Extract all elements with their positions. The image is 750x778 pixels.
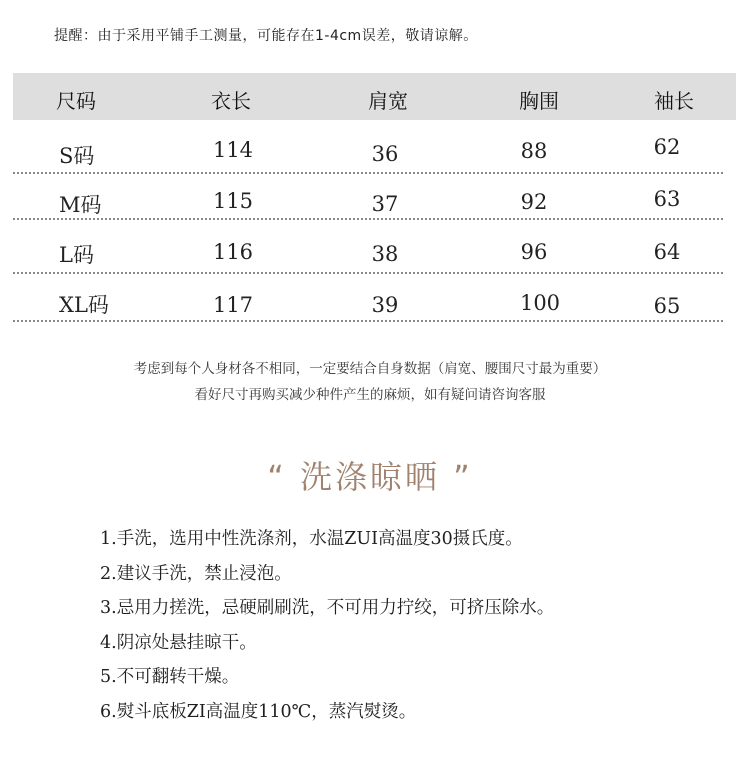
header-chest: 胸围: [519, 89, 559, 113]
size-advice-line-1: 考虑到每个人身材各不相同，一定要结合自身数据（肩宽、腰围尺寸最为重要）: [133, 361, 607, 377]
list-item: 2.建议手洗，禁止浸泡。: [100, 563, 292, 584]
size-table-header: [13, 73, 736, 120]
size-advice-line-2: 看好尺寸再购买减少种件产生的麻烦，如有疑问请咨询客服: [194, 387, 546, 403]
table-row: [13, 273, 736, 323]
header-shoulder: 肩宽: [368, 89, 408, 113]
list-item: 4.阴凉处悬挂晾干。: [100, 632, 257, 653]
row-size: M码: [59, 193, 102, 217]
list-item: 6.熨斗底板ZI高温度110℃，蒸汽熨烫。: [100, 701, 417, 722]
row-sleeve: 62: [653, 135, 681, 159]
row-shoulder: 38: [371, 242, 399, 266]
header-length: 衣长: [211, 89, 251, 113]
row-divider: [13, 320, 723, 322]
row-length: 116: [212, 240, 254, 264]
row-size: L码: [59, 243, 94, 267]
care-section-title: “ 洗涤晾晒 ”: [267, 458, 473, 496]
row-size: XL码: [59, 293, 109, 317]
row-sleeve: 64: [653, 240, 681, 264]
care-instructions: [100, 522, 554, 729]
row-length: 115: [212, 189, 254, 213]
header-size: 尺码: [56, 89, 96, 113]
row-shoulder: 37: [371, 192, 399, 216]
table-row: [13, 120, 736, 170]
row-length: 114: [212, 138, 254, 162]
row-chest: 88: [520, 139, 548, 163]
header-sleeve: 袖长: [654, 89, 694, 113]
row-chest: 100: [519, 291, 561, 315]
row-chest: 96: [520, 240, 548, 264]
list-item: 3.忌用力搓洗，忌硬刷刷洗，不可用力拧绞，可挤压除水。: [100, 598, 555, 618]
row-shoulder: 39: [371, 293, 399, 317]
row-length: 117: [212, 293, 254, 317]
table-row: [13, 173, 736, 223]
list-item: 1.手洗，选用中性洗涤剂，水温ZUI高温度30摄氏度。: [100, 529, 523, 549]
row-shoulder: 36: [371, 142, 399, 166]
measurement-note: 提醒：由于采用平铺手工测量，可能存在1-4cm误差，敬请谅解。: [54, 28, 478, 44]
row-chest: 92: [520, 190, 548, 214]
table-row: [13, 219, 736, 269]
row-size: S码: [59, 144, 95, 168]
row-sleeve: 63: [653, 187, 681, 211]
list-item: 5.不可翻转干燥。: [100, 667, 240, 687]
row-sleeve: 65: [653, 294, 681, 318]
